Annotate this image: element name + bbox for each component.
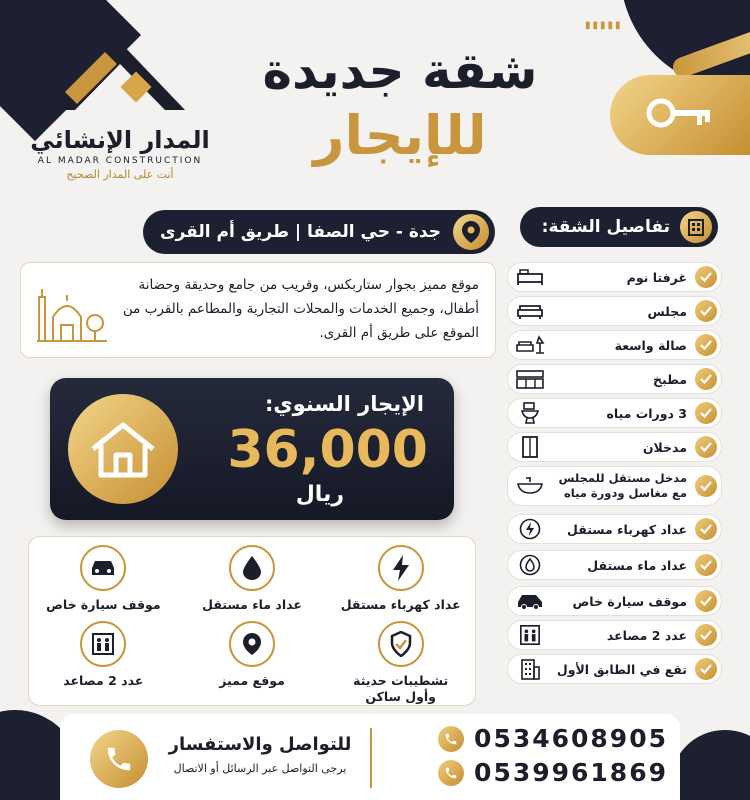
check-icon (695, 518, 717, 540)
page-title (235, 40, 565, 170)
decorative-dots: ▮▮▮▮▮ (585, 20, 623, 31)
toilet-icon (512, 401, 548, 425)
feature-item (326, 613, 475, 705)
feature-label: عداد ماء مستقل (202, 597, 302, 612)
detail-label: غرفتا نوم (626, 269, 687, 285)
detail-row (507, 550, 722, 580)
detail-row (507, 586, 722, 616)
detail-row (507, 466, 722, 506)
check-icon (695, 402, 717, 424)
phone-number[interactable]: 0534608905 (474, 724, 668, 753)
detail-row (507, 296, 722, 326)
detail-label: عدد 2 مصاعد (606, 627, 687, 643)
phone-icon (438, 760, 464, 786)
detail-label: عداد ماء مستقل (587, 557, 687, 573)
detail-label: 3 دورات مياه (606, 405, 687, 421)
title-line-2: للإيجار (313, 104, 487, 167)
check-icon (695, 624, 717, 646)
shield-check-icon (378, 621, 424, 667)
check-icon (695, 266, 717, 288)
key-badge (610, 75, 750, 155)
location-text: جدة - حي الصفا | طريق أم القرى (159, 222, 441, 242)
bed-icon (512, 265, 548, 289)
detail-label: عداد كهرباء مستقل (567, 521, 687, 537)
lightning-icon (512, 517, 548, 541)
house-icon (68, 394, 178, 504)
mosque-park-icon (35, 281, 109, 345)
detail-label: مطبخ (652, 371, 687, 387)
brand-tagline: أنت على المدار الصحيح (66, 168, 174, 181)
contact-subtitle: يرجى التواصل عبر الرسائل أو الاتصال (173, 762, 347, 775)
phone-number[interactable]: 0539961869 (474, 758, 668, 787)
brand-name-en: AL MADAR CONSTRUCTION (37, 156, 203, 166)
detail-label: تقع في الطابق الأول (556, 661, 687, 677)
detail-label: مدخلان (642, 439, 687, 455)
brand-logo (20, 30, 220, 181)
brand-name-ar: المدار الإنشائي (30, 126, 210, 154)
elevator-icon (512, 623, 548, 647)
water-drop-icon (512, 553, 548, 577)
phone-icon (90, 730, 148, 788)
living-room-icon (512, 333, 548, 357)
car-icon (80, 545, 126, 591)
detail-label: صالة واسعة (614, 337, 687, 353)
phone-number-row[interactable] (438, 724, 668, 753)
phone-number-row[interactable] (438, 758, 668, 787)
building-icon (512, 657, 548, 681)
car-icon (512, 589, 548, 613)
check-icon (695, 590, 717, 612)
feature-item (29, 613, 178, 705)
check-icon (695, 554, 717, 576)
sofa-icon (512, 299, 548, 323)
location-pill (143, 210, 495, 254)
check-icon (695, 436, 717, 458)
rent-label: الإيجار السنوي: (265, 392, 424, 416)
detail-label: مدخل مستقل للمجلس مع مغاسل ودورة مياه (558, 471, 687, 500)
detail-row (507, 514, 722, 544)
details-title: تفاصيل الشقة: (541, 217, 670, 237)
feature-label: تشطيبات حديثة وأول ساكن (353, 673, 449, 704)
features-grid (28, 536, 476, 706)
contact-footer (60, 714, 680, 800)
door-icon (512, 435, 548, 459)
detail-row (507, 262, 722, 292)
feature-label: موقع مميز (219, 673, 285, 688)
detail-row (507, 364, 722, 394)
check-icon (695, 334, 717, 356)
feature-label: عدد 2 مصاعد (63, 673, 144, 688)
rent-amount: 36,000 (227, 420, 428, 480)
detail-label: موقف سيارة خاص (572, 593, 687, 609)
footer-divider (370, 728, 372, 788)
feature-label: موقف سيارة خاص (46, 597, 161, 612)
check-icon (695, 368, 717, 390)
feature-item (29, 537, 178, 613)
detail-row (507, 432, 722, 462)
check-icon (695, 300, 717, 322)
details-header (520, 207, 718, 247)
detail-label: مجلس (647, 303, 687, 319)
phone-icon (438, 726, 464, 752)
location-pin-icon (453, 214, 489, 250)
annual-rent-card (50, 378, 454, 520)
decorative-corner-bottom-right (670, 730, 750, 800)
rent-currency: ريال (295, 482, 344, 507)
key-icon (645, 93, 715, 137)
detail-row (507, 398, 722, 428)
elevator-icon (80, 621, 126, 667)
description-text: موقع مميز بجوار ستاربكس، وقريب من جامع وحديقة وحضانة أطفال، وجميع الخدمات والمحلات التجارية والمطاعم بالقرب من الموقع على طريق أم القرى. (122, 277, 479, 341)
check-icon (695, 475, 717, 497)
water-drop-icon (229, 545, 275, 591)
building-icon (680, 211, 712, 243)
logo-mark-icon (45, 30, 195, 120)
detail-row (507, 654, 722, 684)
kitchen-icon (512, 367, 548, 391)
contact-title: للتواصل والاستفسار (168, 734, 352, 755)
feature-item (178, 537, 327, 613)
feature-item (326, 537, 475, 613)
title-line-1: شقة جديدة (262, 42, 538, 100)
check-icon (695, 658, 717, 680)
sink-icon (512, 474, 548, 498)
lightning-icon (378, 545, 424, 591)
feature-item (178, 613, 327, 705)
location-pin-icon (229, 621, 275, 667)
feature-label: عداد كهرباء مستقل (340, 597, 461, 612)
detail-row (507, 330, 722, 360)
detail-row (507, 620, 722, 650)
description-box (20, 262, 496, 358)
